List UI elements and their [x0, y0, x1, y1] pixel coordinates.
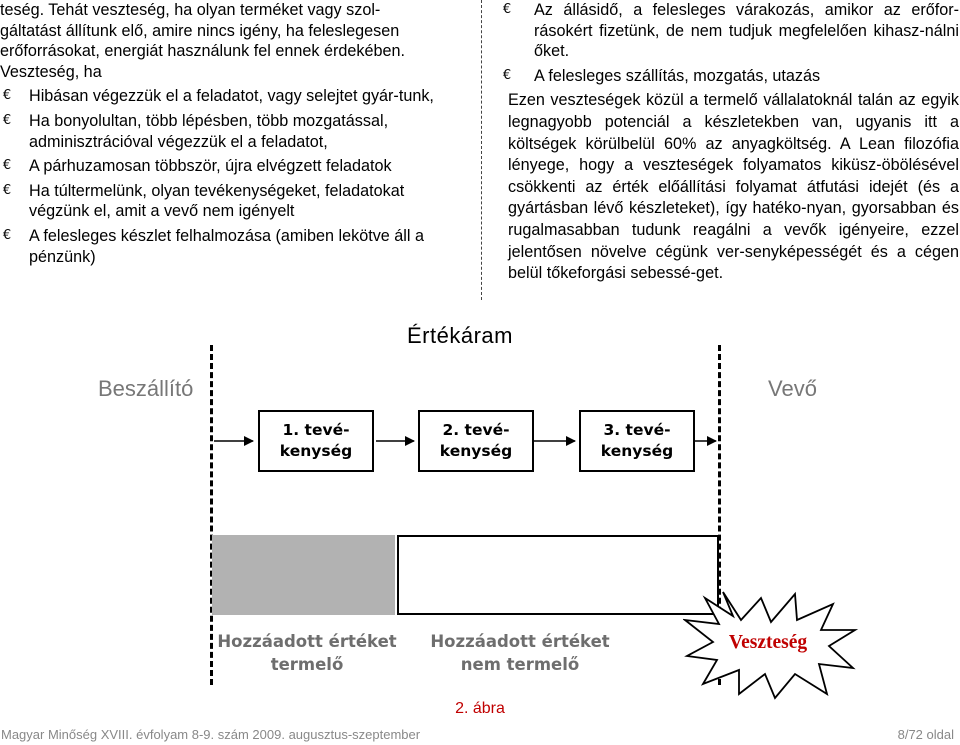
euro-bullet-icon: € [2, 227, 12, 243]
activity-box [579, 410, 695, 472]
non-value-adding-line: nem termelő [460, 655, 580, 674]
list-item-text: A párhuzamosan többször, újra elvégzett feladatok [29, 157, 392, 176]
lead-text: Veszteség, ha [0, 62, 102, 81]
body-paragraph: Ezen veszteségek közül a termelő vállalatoknál talán az egyik legnagyobb potenciál a készletekben van, ugyanis itt a költségek körülbelül 60% az anyagköltség. A Lean filozófia lényege, hogy a veszteségek folyamatos kiküsz-öbölésével csökkenti az érték előállítási folyamat átfutási idejét (és a gyártásban lévő készleteket), így hatéko-nyan, gyorsabban és rugalmasabban tudunk reagálni a vevők igényeire, ezzel jelentősen növelve cégünk ver-senyképességét és a cégen belül tőkeforgási sebessé-get. [508, 91, 959, 283]
euro-bullet-icon: € [2, 182, 12, 198]
activity-line: kenység [279, 442, 353, 460]
activity-line: 3. tevé- [603, 421, 671, 439]
value-adding-line: termelő [270, 655, 344, 674]
euro-bullet-icon: € [2, 112, 12, 128]
intro-line: teség. Tehát veszteség, ha olyan terméket vagy szol- [0, 1, 381, 19]
waste-label: Veszteség [728, 632, 808, 653]
euro-bullet-icon: € [2, 158, 12, 174]
activity-line: 1. tevé- [282, 421, 350, 439]
list-item-text: A felesleges készlet felhalmozása (amiben lekötve áll a pénzünk) [29, 226, 425, 266]
list-item-text: Ha túltermelünk, olyan tevékenységeket, feladatokat végzünk el, amit a vevő nem igényelt [29, 181, 405, 221]
customer-label: Vevő [768, 376, 817, 401]
list-item-text: Hibásan végezzük el a feladatot, vagy selejtet gyár-tunk, [29, 87, 434, 106]
list-item-text: Az állásidő, a felesleges várakozás, amikor az erőfor-rásokért fizetünk, de nem tudjuk megfelelően kihasz-nálni őket. [534, 1, 959, 61]
diagram-title: Értékáram [407, 323, 513, 348]
value-adding-label [212, 630, 402, 676]
activity-line: kenység [600, 442, 674, 460]
activity-line: 2. tevé- [442, 421, 510, 439]
value-adding-bar [212, 535, 395, 615]
activity-box [258, 410, 374, 472]
activity-box [418, 410, 534, 472]
intro-line: erőforrásokat, energiát használunk fel ennek érdekében. [0, 42, 405, 61]
supplier-label: Beszállító [98, 376, 194, 401]
footer-journal: Magyar Minőség XVIII. évfolyam 8-9. szám 2009. augusztus-szeptember [1, 727, 421, 742]
intro-line: gáltatást állítunk elő, amire nincs igény, ha feleslegesen [0, 21, 400, 40]
activity-line: kenység [439, 442, 513, 460]
euro-bullet-icon: € [502, 67, 512, 83]
value-adding-line: Hozzáadott értéket [217, 632, 397, 651]
non-value-adding-label [425, 630, 615, 676]
non-value-adding-line: Hozzáadott értéket [430, 632, 610, 651]
euro-bullet-icon: € [2, 88, 12, 104]
non-value-adding-bar [397, 535, 719, 615]
list-item-text: A felesleges szállítás, mozgatás, utazás [534, 66, 821, 85]
footer-page-number: 8/72 oldal [897, 727, 954, 742]
list-item-text: Ha bonyolultan, több lépésben, több mozgatással, adminisztrációval végezzük el a feladatot, [29, 111, 389, 151]
euro-bullet-icon: € [502, 2, 512, 17]
figure-caption: 2. ábra [455, 700, 505, 717]
